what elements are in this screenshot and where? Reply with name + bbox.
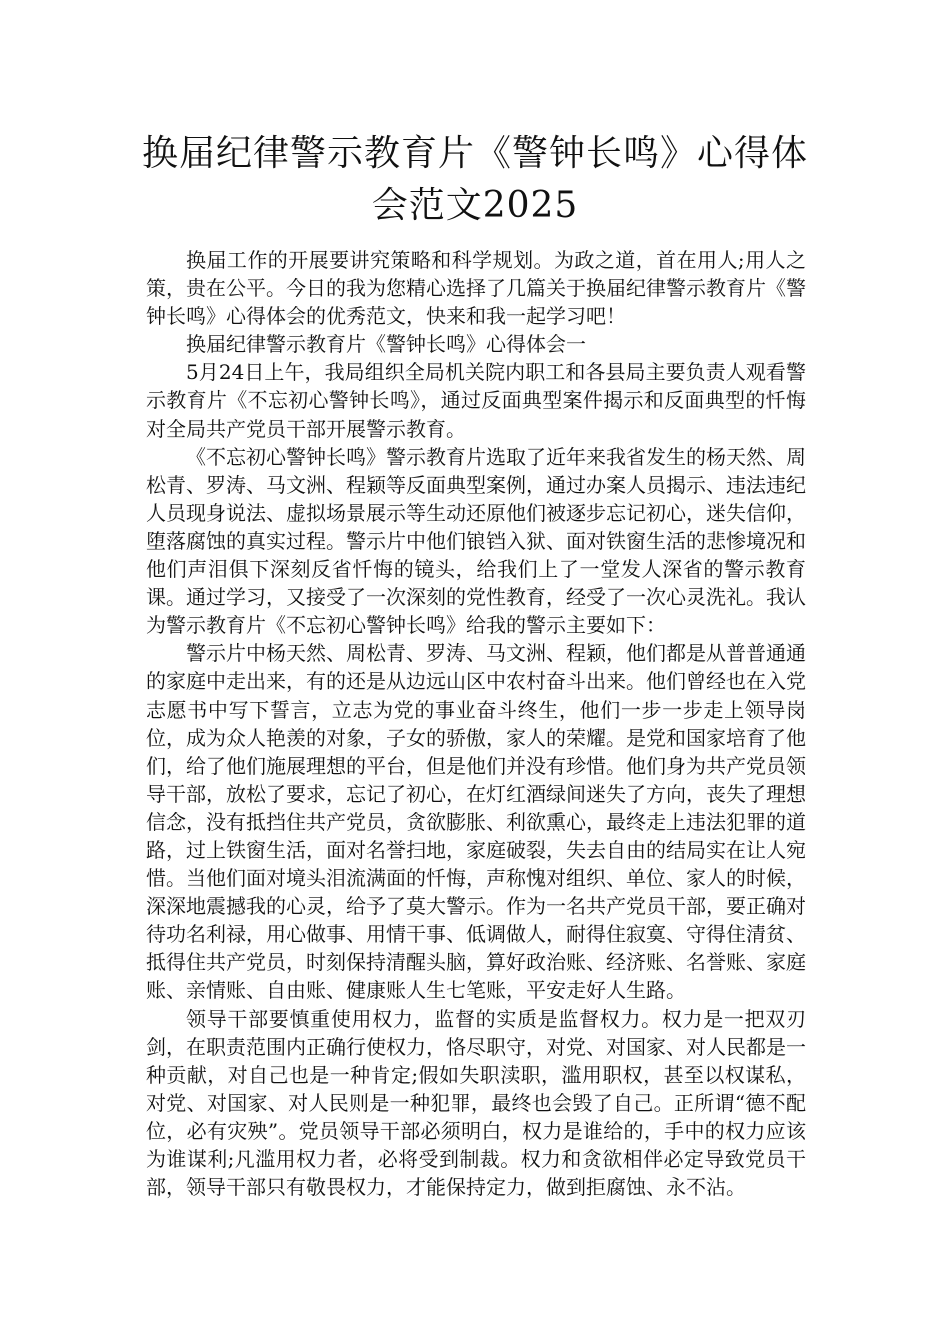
body-paragraph: 警示片中杨天然、周松青、罗涛、马文洲、程颖，他们都是从普普通通的家庭中走出来，有的还是从边远山区中农村奋斗出来。他们曾经也在入党志愿书中写下誓言，立志为党的事业奋斗终生，他们一步一步走上领导岗位，成为众人艳羡的对象，子女的骄傲，家人的荣耀。是党和国家培育了他们，给了他们施展理想的平台，但是他们并没有珍惜。他们身为共产党员领导干部，放松了要求，忘记了初心，在灯红酒绿间迷失了方向，丧失了理想信念，没有抵挡住共产党员，贪欲膨胀、利欲熏心，最终走上违法犯罪的道路，过上铁窗生活，面对名誉扫地，家庭破裂，失去自由的结局实在让人宛惜。当他们面对境头泪流满面的忏悔，声称愧对组织、单位、家人的时候，深深地震撼我的心灵，给予了莫大警示。作为一名共产党员干部，要正确对待功名利禄，用心做事、用情干事、低调做人，耐得住寂寞、守得住清贫、抵得住共产党员，时刻保持清醒头脑，算好政治账、经济账、名誉账、家庭账、亲情账、自由账、健康账人生七笔账，平安走好人生路。 [146,641,806,1003]
title-line-2: 会范文2025 [371,185,579,226]
section-heading: 换届纪律警示教育片《警钟长鸣》心得体会一 [186,332,586,357]
intro-paragraph: 换届工作的开展要讲究策略和科学规划。为政之道，首在用人;用人之策，贵在公平。今日的我为您精心选择了几篇关于换届纪律警示教育片《警钟长鸣》心得体会的优秀范文，快来和我一起学习吧！ [146,248,806,329]
document-title [120,128,830,232]
title-line-1: 换届纪律警示教育片《警钟长鸣》心得体 [141,133,808,174]
document-body [146,246,806,1201]
body-paragraph: 《不忘初心警钟长鸣》警示教育片选取了近年来我省发生的杨天然、周松青、罗涛、马文洲、程颖等反面典型案例，通过办案人员揭示、违法违纪人员现身说法、虚拟场景展示等生动还原他们被逐步忘记初心，迷失信仰，堕落腐蚀的真实过程。警示片中他们锒铛入狱、面对铁窗生活的悲惨境况和他们声泪俱下深刻反省忏悔的镜头，给我们上了一堂发人深省的警示教育课。通过学习，又接受了一次深刻的党性教育，经受了一次心灵洗礼。我认为警示教育片《不忘初心警钟长鸣》给我的警示主要如下： [146,444,806,638]
body-paragraph: 5月24日上午，我局组织全局机关院内职工和各县局主要负责人观看警示教育片《不忘初心警钟长鸣》，通过反面典型案件揭示和反面典型的忏悔对全局共产党员干部开展警示教育。 [146,360,806,441]
body-paragraph: 领导干部要慎重使用权力，监督的实质是监督权力。权力是一把双刃剑，在职责范围内正确行使权力，恪尽职守，对党、对国家、对人民都是一种贡献，对自己也是一种肯定;假如失职渎职，滥用职权，甚至以权谋私，对党、对国家、对人民则是一种犯罪，最终也会毁了自己。正所谓“德不配位，必有灾殃”。党员领导干部必须明白，权力是谁给的，手中的权力应该为谁谋利;凡滥用权力者，必将受到制裁。权力和贪欲相伴必定导致党员干部，领导干部只有敬畏权力，才能保持定力，做到拒腐蚀、永不沾。 [146,1006,806,1200]
